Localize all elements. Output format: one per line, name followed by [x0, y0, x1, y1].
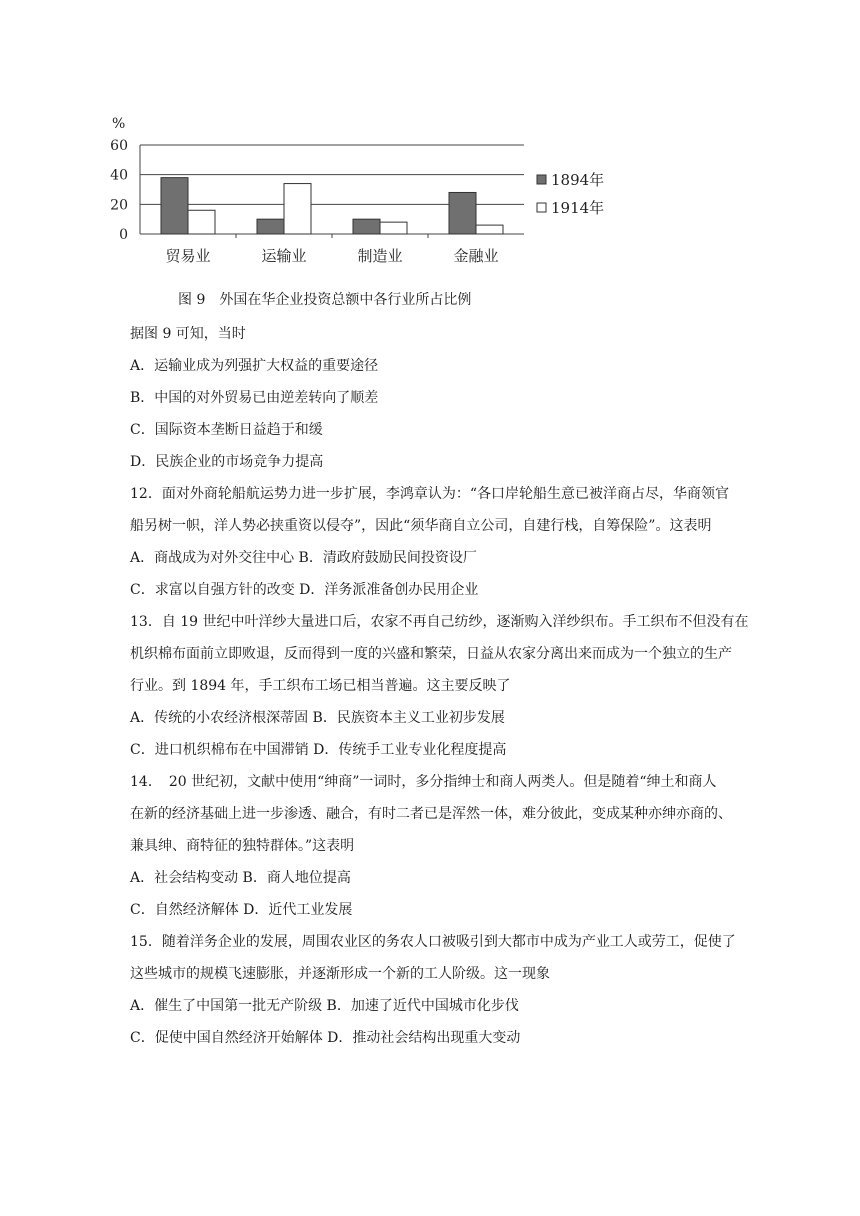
option-row: C．进口机织棉布在中国滞销 D．传统手工业专业化程度提高 [130, 742, 507, 758]
question-stem: 15．随着洋务企业的发展，周围农业区的务农人口被吸引到大都市中成为产业工人或劳工，促使了 [130, 934, 736, 950]
question-stem: 14． 20 世纪初，文献中使用“绅商”一词时，多分指绅士和商人两类人。但是随着“绅土和商人 [130, 774, 717, 790]
question-15 [130, 932, 770, 1060]
option: B．中国的对外贸易已由逆差转向了顺差 [130, 390, 379, 406]
question-stem: 13．自 19 世纪中叶洋纱大量进口后，农家不再自己纺纱，逐渐购入洋纱织布。手工织布不但没有在 [130, 614, 749, 630]
y-tick-label: 40 [110, 167, 128, 184]
question-14 [130, 772, 770, 932]
x-tick-label: 金融业 [453, 247, 499, 265]
x-tick-label: 制造业 [357, 247, 403, 265]
question-12 [130, 484, 770, 612]
option: A．运输业成为列强扩大权益的重要途径 [130, 358, 379, 374]
option-row: A．催生了中国第一批无产阶级 B．加速了近代中国城市化步伐 [130, 998, 519, 1014]
question-stem: 据图 9 可知，当时 [130, 326, 246, 342]
question-11 [130, 324, 770, 484]
option-row: A．商战成为对外交往中心 B．清政府鼓励民间投资设厂 [130, 550, 477, 566]
legend-label: 1894年 [551, 171, 605, 189]
bar [188, 210, 215, 234]
questions [130, 324, 770, 1060]
x-tick-label: 贸易业 [165, 247, 211, 265]
y-tick-label: 0 [119, 227, 128, 243]
bar [476, 225, 503, 234]
legend-label: 1914年 [551, 199, 605, 217]
bar-chart [100, 108, 620, 276]
option-row: A．社会结构变动 B．商人地位提高 [130, 870, 351, 886]
option: D．民族企业的市场竞争力提高 [130, 454, 324, 470]
bar [353, 219, 380, 234]
y-tick-label: 20 [110, 197, 128, 214]
y-axis-label: % [112, 116, 126, 132]
question-stem: 机织棉布面前立即败退，反而得到一度的兴盛和繁荣，日益从农家分离出来而成为一个独立的生产 [130, 646, 732, 662]
bar [449, 192, 476, 234]
question-stem: 12．面对外商轮船航运势力进一步扩展，李鸿章认为：“各口岸轮船生意已被洋商占尽，华商领官 [130, 486, 729, 502]
option-row: C．求富以自强方针的改变 D．洋务派准备创办民用企业 [130, 582, 479, 598]
y-tick-label: 60 [110, 138, 128, 154]
legend-swatch [537, 203, 546, 212]
question-stem: 在新的经济基础上进一步渗透、融合，有时二者已是浑然一体，难分彼此，变成某种亦绅亦商的、 [130, 806, 732, 822]
option-row: C．促使中国自然经济开始解体 D．推动社会结构出现重大变动 [130, 1030, 521, 1046]
legend-swatch [537, 175, 546, 184]
question-stem: 船另树一帜，洋人势必挟重资以侵夺”，因此“须华商自立公司，自建行栈，自筹保险”。这表明 [130, 518, 712, 534]
bar [380, 222, 407, 234]
bar [257, 219, 284, 234]
option: C．国际资本垄断日益趋于和缓 [130, 422, 323, 438]
question-stem: 行业。到 1894 年，手工织布工场已相当普遍。这主要反映了 [130, 678, 511, 694]
bar [161, 178, 188, 234]
bar [284, 184, 311, 234]
figure-caption: 图 9 外国在华企业投资总额中各行业所占比例 [178, 292, 472, 308]
question-stem: 兼具绅、商特征的独特群体。”这表明 [130, 838, 355, 854]
question-stem: 这些城市的规模飞速膨胀，并逐渐形成一个新的工人阶级。这一现象 [130, 966, 550, 982]
option-row: C．自然经济解体 D．近代工业发展 [130, 902, 353, 918]
x-tick-label: 运输业 [261, 247, 307, 265]
question-13 [130, 612, 770, 772]
option-row: A．传统的小农经济根深蒂固 B．民族资本主义工业初步发展 [130, 710, 505, 726]
